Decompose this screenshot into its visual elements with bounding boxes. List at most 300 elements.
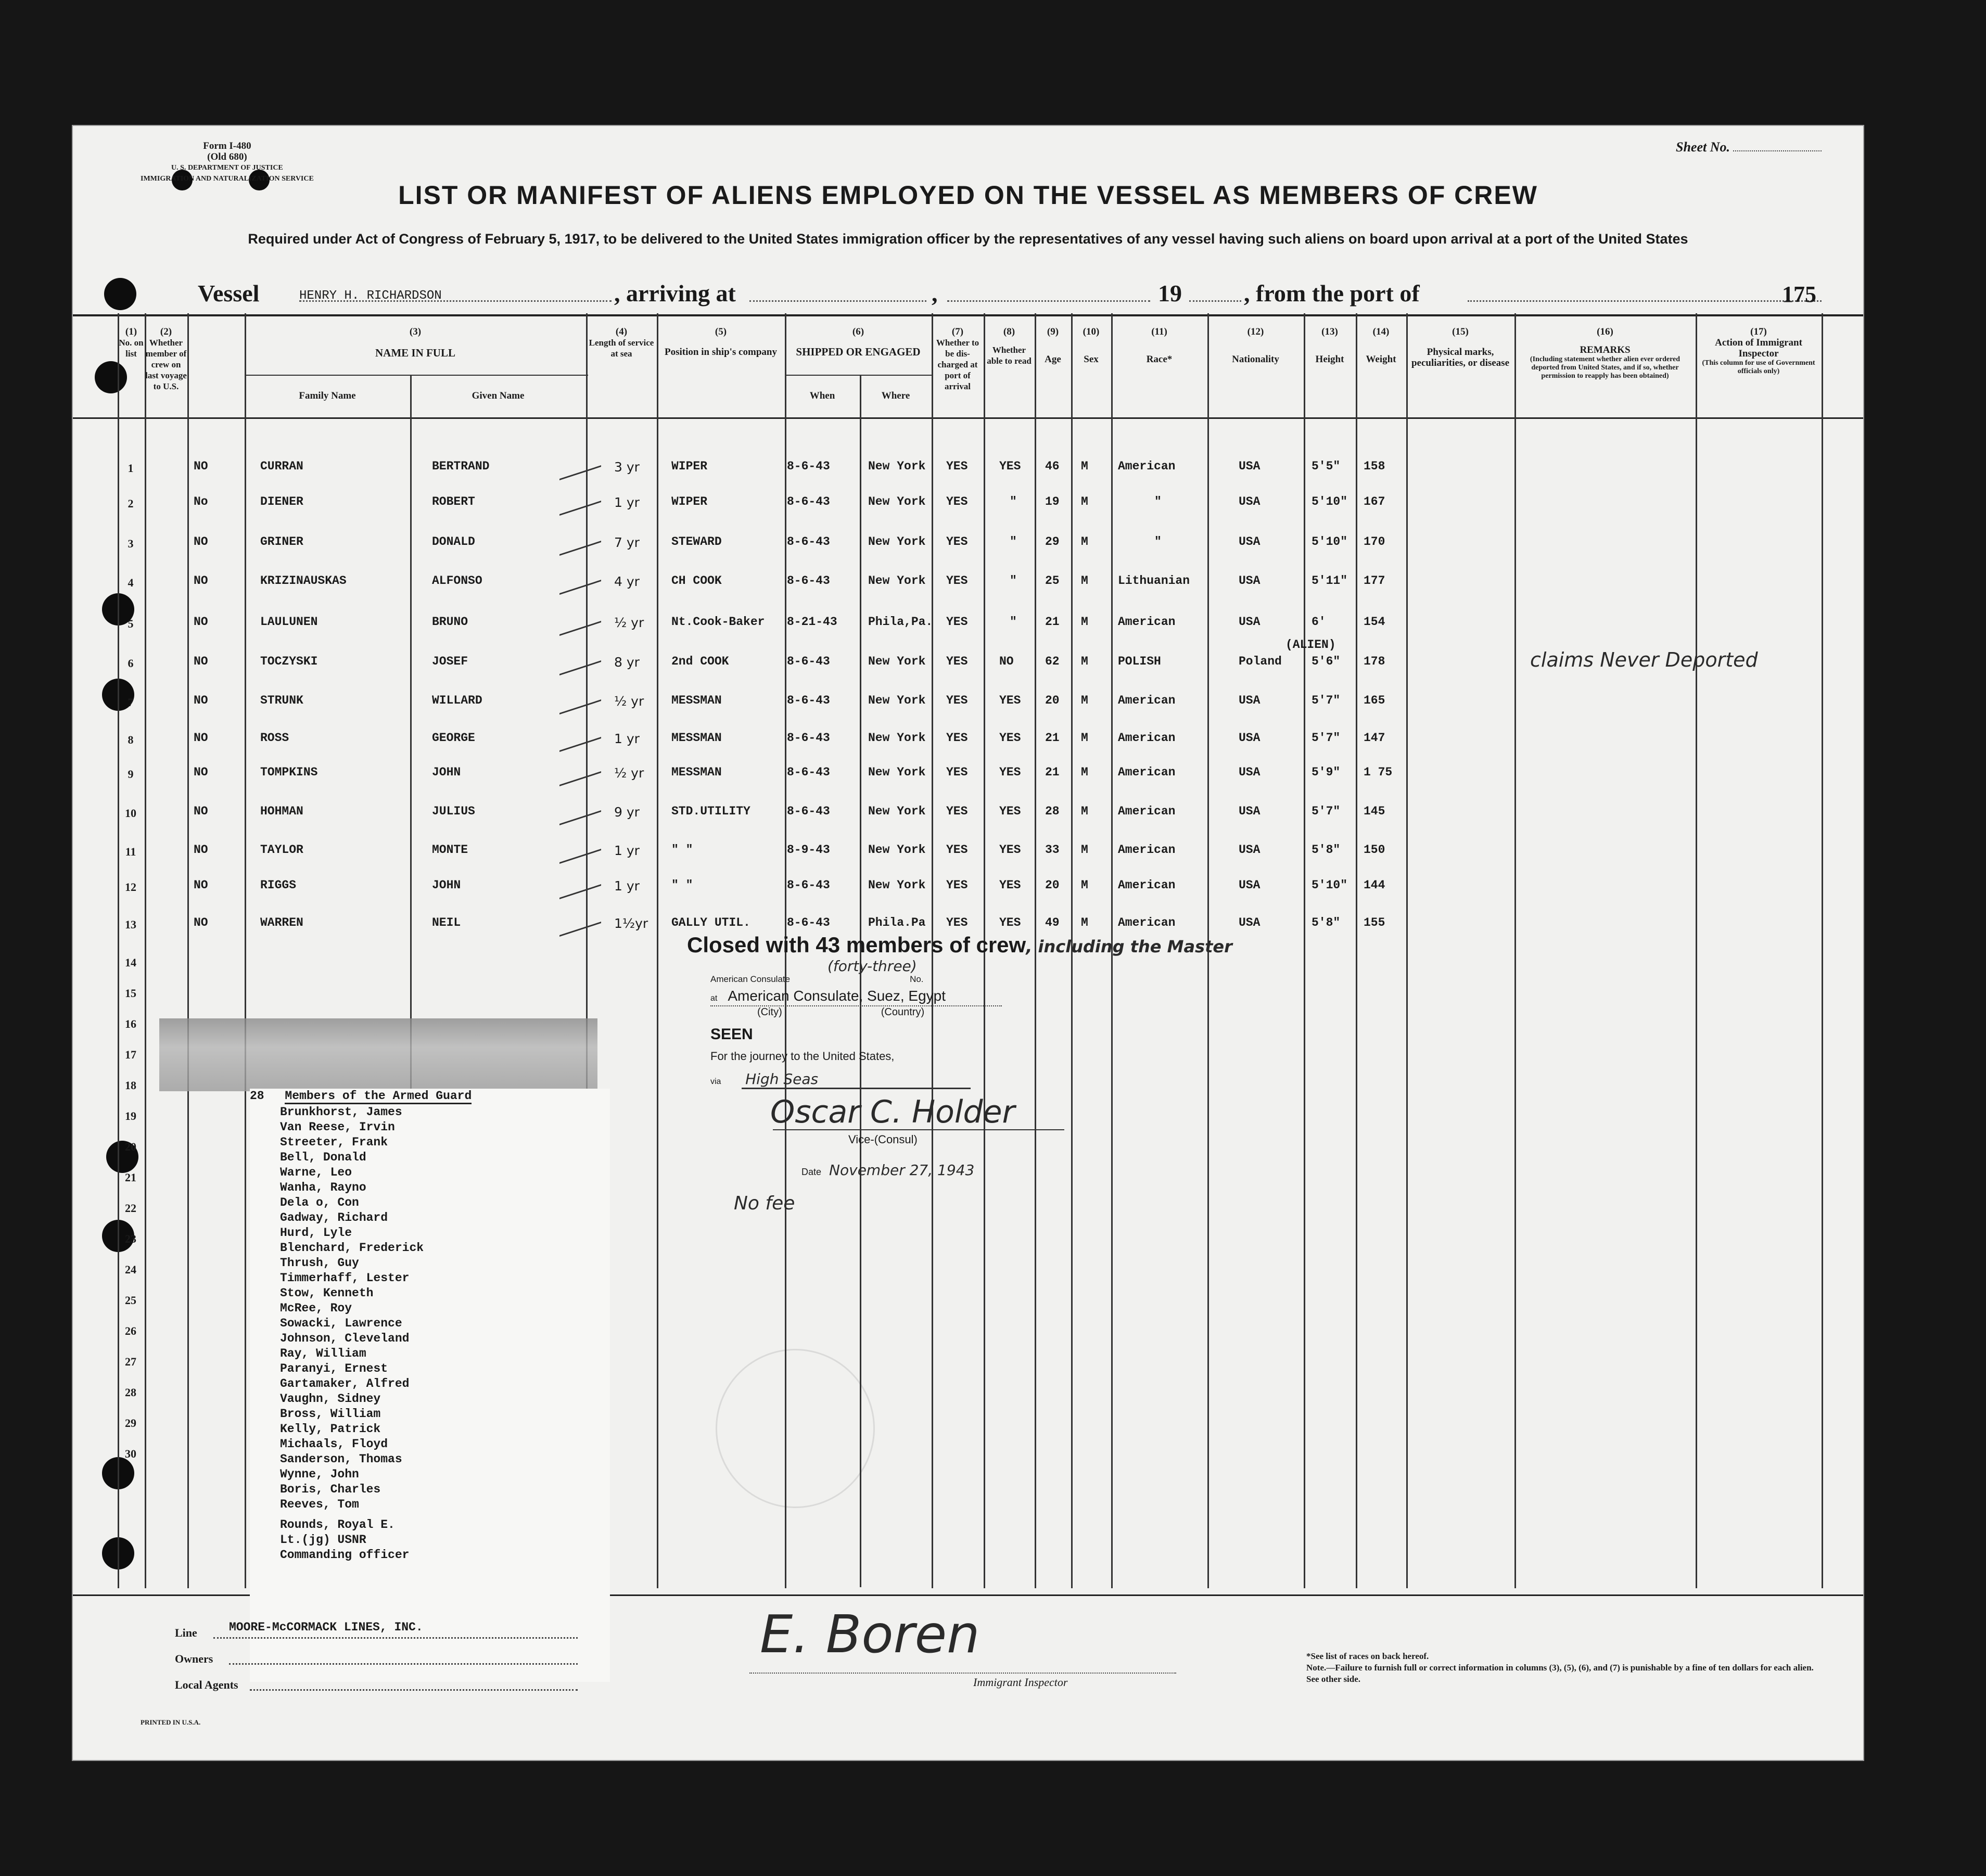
check-mark-icon [559, 795, 601, 825]
height-cell: 5'8" [1312, 843, 1341, 857]
row-number: 17 [125, 1048, 136, 1061]
race-cell: American [1118, 615, 1176, 629]
position-cell: " " [671, 878, 693, 892]
row-number: 2 [128, 497, 134, 510]
manifest-sheet [72, 125, 1864, 1761]
race-cell: American [1118, 916, 1176, 929]
owners-label: Owners [175, 1652, 213, 1665]
service-length-cell: ½ yr [614, 765, 644, 781]
position-cell: STD.UTILITY [671, 805, 750, 818]
shipped-date-cell: 8-6-43 [787, 916, 830, 929]
able-to-read-cell: YES [999, 878, 1021, 892]
row-number: 7 [128, 696, 134, 709]
no-fee-note: No fee [734, 1193, 795, 1214]
given-name-cell: JOHN [432, 765, 461, 779]
sex-cell: M [1081, 535, 1088, 548]
armed-guard-member: Hurd, Lyle [280, 1226, 352, 1240]
able-to-read-cell: " [1010, 615, 1017, 629]
printed-in-usa: PRINTED IN U.S.A. [141, 1718, 201, 1726]
header-col-2: (2) Whether member of crew on last voyage to U.S. [145, 326, 187, 391]
row-number: 22 [125, 1202, 136, 1215]
header-col-1: (1) No. on list [119, 326, 144, 359]
sex-cell: M [1081, 916, 1088, 929]
given-name-cell: DONALD [432, 535, 475, 548]
shipped-place-cell: New York [868, 878, 926, 892]
service-length-cell: 1 yr [614, 843, 640, 858]
discharged-cell: YES [946, 615, 968, 629]
given-name-cell: BERTRAND [432, 460, 490, 473]
discharged-cell: YES [946, 765, 968, 779]
weight-cell: 147 [1364, 731, 1385, 745]
family-name-cell: HOHMAN [260, 805, 303, 818]
discharged-cell: YES [946, 843, 968, 857]
vessel-name: HENRY H. RICHARDSON [299, 289, 442, 303]
position-cell: Nt.Cook-Baker [671, 615, 765, 629]
sex-cell: M [1081, 765, 1088, 779]
age-cell: 21 [1045, 731, 1060, 745]
row-number: 1 [128, 462, 134, 475]
row-number: 5 [128, 617, 134, 630]
check-mark-icon [559, 605, 601, 636]
height-cell: 6' [1312, 615, 1326, 629]
armed-guard-member: Johnson, Cleveland [280, 1332, 410, 1345]
consul-date: Date November 27, 1943 [801, 1162, 975, 1179]
sex-cell: M [1081, 878, 1088, 892]
weight-cell: 158 [1364, 460, 1385, 473]
seen-label: SEEN [710, 1026, 753, 1043]
sheet-number-label: Sheet No. [1676, 139, 1730, 155]
row-number: 11 [125, 845, 136, 858]
nationality-cell: USA [1239, 805, 1261, 818]
given-name-cell: ALFONSO [432, 574, 482, 588]
race-cell: " [1154, 495, 1162, 508]
armed-guard-member: Timmerhaff, Lester [280, 1271, 410, 1285]
shipped-place-cell: New York [868, 495, 926, 508]
punch-hole [104, 278, 136, 310]
service-length-cell: 8 yr [614, 655, 640, 670]
height-cell: 5'10" [1312, 878, 1348, 892]
height-cell: 5'10" [1312, 495, 1348, 508]
last-voyage-cell: NO [194, 655, 208, 668]
armed-guard-member: Blenchard, Frederick [280, 1241, 424, 1255]
page-number: 175 [1782, 282, 1816, 307]
row-number: 21 [125, 1171, 136, 1184]
age-cell: 20 [1045, 878, 1060, 892]
family-name-cell: TOCZYSKI [260, 655, 318, 668]
header-col-12: (12) Nationality [1232, 326, 1279, 365]
armed-guard-member: Bell, Donald [280, 1151, 366, 1164]
shipped-date-cell: 8-9-43 [787, 843, 830, 857]
age-cell: 20 [1045, 694, 1060, 707]
shipped-date-cell: 8-6-43 [787, 805, 830, 818]
shipped-place-cell: Phila.Pa [868, 916, 926, 929]
height-cell: 5'6" [1312, 655, 1341, 668]
nationality-cell: Poland [1239, 655, 1282, 668]
family-name-cell: CURRAN [260, 460, 303, 473]
race-cell: American [1118, 878, 1176, 892]
discharged-cell: YES [946, 805, 968, 818]
able-to-read-cell: YES [999, 916, 1021, 929]
check-mark-icon [559, 721, 601, 752]
able-to-read-cell: YES [999, 694, 1021, 707]
sex-cell: M [1081, 731, 1088, 745]
commanding-officer-line: Rounds, Royal E. [280, 1518, 395, 1532]
last-voyage-cell: NO [194, 535, 208, 548]
armed-guard-member: Gartamaker, Alfred [280, 1377, 410, 1390]
last-voyage-cell: NO [194, 694, 208, 707]
discharged-cell: YES [946, 878, 968, 892]
service-length-cell: 4 yr [614, 574, 640, 589]
given-name-cell: JOSEF [432, 655, 468, 668]
shipped-date-cell: 8-6-43 [787, 765, 830, 779]
weight-cell: 150 [1364, 843, 1385, 857]
armed-guard-member: Gadway, Richard [280, 1211, 388, 1224]
last-voyage-cell: NO [194, 878, 208, 892]
given-name-cell: BRUNO [432, 615, 468, 629]
age-cell: 29 [1045, 535, 1060, 548]
header-family-name: Family Name [299, 390, 356, 401]
height-cell: 5'8" [1312, 916, 1341, 929]
commanding-officer-line: Lt.(jg) USNR [280, 1533, 366, 1547]
row-number: 15 [125, 987, 136, 1000]
height-cell: 5'7" [1312, 731, 1341, 745]
nationality-cell: USA [1239, 535, 1261, 548]
discharged-cell: YES [946, 535, 968, 548]
shipped-place-cell: New York [868, 765, 926, 779]
weight-cell: 144 [1364, 878, 1385, 892]
shipped-place-cell: New York [868, 843, 926, 857]
age-cell: 21 [1045, 615, 1060, 629]
row-number: 30 [125, 1447, 136, 1460]
local-agents-label: Local Agents [175, 1678, 238, 1691]
armed-guard-member: Ray, William [280, 1347, 366, 1360]
armed-guard-member: Brunkhorst, James [280, 1105, 402, 1119]
row-number: 13 [125, 918, 136, 931]
last-voyage-cell: NO [194, 460, 208, 473]
family-name-cell: TAYLOR [260, 843, 303, 857]
service-length-cell: 3 yr [614, 460, 640, 475]
closing-statement: Closed with 43 members of crew, including the Master [687, 933, 1232, 957]
age-cell: 62 [1045, 655, 1060, 668]
header-col-17: (17) Action of Immigrant Inspector (This column for use of Government officials only) [1702, 326, 1815, 375]
weight-cell: 155 [1364, 916, 1385, 929]
document-title: LIST OR MANIFEST OF ALIENS EMPLOYED ON THE VESSEL AS MEMBERS OF CREW [398, 181, 1538, 210]
weight-cell: 145 [1364, 805, 1385, 818]
vessel-line: Vessel HENRY H. RICHARDSON , arriving at , 19 , from the port of [198, 279, 1822, 311]
weight-cell: 1 75 [1364, 765, 1393, 779]
position-cell: 2nd COOK [671, 655, 729, 668]
check-mark-icon [559, 833, 601, 864]
armed-guard-member: Van Reese, Irvin [280, 1120, 395, 1134]
inspector-signature: E. Boren [760, 1604, 980, 1665]
vice-consul-title: Vice-(Consul) [848, 1133, 918, 1146]
shipped-date-cell: 8-6-43 [787, 731, 830, 745]
able-to-read-cell: YES [999, 460, 1021, 473]
nationality-cell: USA [1239, 495, 1261, 508]
check-mark-icon [559, 684, 601, 714]
race-cell: Lithuanian [1118, 574, 1190, 588]
port-label: , from the port of [1244, 280, 1420, 307]
race-cell: American [1118, 694, 1176, 707]
check-mark-icon [559, 450, 601, 480]
nationality-cell: USA [1239, 694, 1261, 707]
discharged-cell: YES [946, 655, 968, 668]
discharged-cell: YES [946, 460, 968, 473]
obscured-stamp [159, 1018, 597, 1091]
able-to-read-cell: NO [999, 655, 1014, 668]
sex-cell: M [1081, 495, 1088, 508]
sex-cell: M [1081, 460, 1088, 473]
position-cell: STEWARD [671, 535, 722, 548]
able-to-read-cell: YES [999, 765, 1021, 779]
given-name-cell: NEIL [432, 916, 461, 929]
row-number: 18 [125, 1079, 136, 1092]
family-name-cell: KRIZINAUSKAS [260, 574, 347, 588]
family-name-cell: TOMPKINS [260, 765, 318, 779]
armed-guard-member: Warne, Leo [280, 1166, 352, 1179]
row-number: 28 [125, 1386, 136, 1399]
row-number: 6 [128, 657, 134, 670]
family-name-cell: ROSS [260, 731, 289, 745]
last-voyage-cell: NO [194, 843, 208, 857]
able-to-read-cell: " [1010, 535, 1017, 548]
race-cell: American [1118, 843, 1176, 857]
check-mark-icon [559, 525, 601, 556]
row-number: 20 [125, 1140, 136, 1153]
nationality-cell: USA [1239, 615, 1261, 629]
consulate-seal [716, 1349, 875, 1508]
family-name-cell: STRUNK [260, 694, 303, 707]
row-number: 4 [128, 576, 134, 589]
shipped-date-cell: 8-6-43 [787, 655, 830, 668]
last-voyage-cell: NO [194, 731, 208, 745]
form-old-number: (Old 680) [207, 151, 247, 162]
discharged-cell: YES [946, 495, 968, 508]
service-length-cell: 1 yr [614, 495, 640, 510]
row-number: 3 [128, 537, 134, 550]
family-name-cell: DIENER [260, 495, 303, 508]
nationality-cell: USA [1239, 574, 1261, 588]
shipped-date-cell: 8-6-43 [787, 574, 830, 588]
header-col-9: (9) Age [1045, 326, 1061, 365]
remarks-cell: claims Never Deported [1530, 648, 1758, 671]
row-number: 8 [128, 733, 134, 746]
position-cell: WIPER [671, 495, 708, 508]
immigrant-inspector-label: Immigrant Inspector [973, 1676, 1068, 1689]
row-number: 26 [125, 1324, 136, 1337]
last-voyage-cell: NO [194, 805, 208, 818]
weight-cell: 178 [1364, 655, 1385, 668]
armed-guard-member: Sanderson, Thomas [280, 1452, 402, 1466]
discharged-cell: YES [946, 916, 968, 929]
nationality-cell: USA [1239, 765, 1261, 779]
row-number: 25 [125, 1294, 136, 1307]
header-col-3: (3) NAME IN FULL [375, 326, 455, 359]
shipped-date-cell: 8-6-43 [787, 878, 830, 892]
check-mark-icon [559, 564, 601, 595]
service-length-cell: 7 yr [614, 535, 640, 550]
shipped-date-cell: 8-6-43 [787, 495, 830, 508]
service-length-cell: 1 yr [614, 731, 640, 746]
service-length-cell: 1 yr [614, 878, 640, 894]
armed-guard-member: Streeter, Frank [280, 1135, 388, 1149]
age-cell: 49 [1045, 916, 1060, 929]
nationality-cell: USA [1239, 843, 1261, 857]
given-name-cell: ROBERT [432, 495, 475, 508]
row-number: 29 [125, 1416, 136, 1430]
height-cell: 5'7" [1312, 694, 1341, 707]
armed-guard-member: Reeves, Tom [280, 1498, 359, 1511]
given-name-cell: GEORGE [432, 731, 475, 745]
shipped-place-cell: New York [868, 694, 926, 707]
row-number: 10 [125, 807, 136, 820]
sex-cell: M [1081, 574, 1088, 588]
weight-cell: 170 [1364, 535, 1385, 548]
discharged-cell: YES [946, 731, 968, 745]
vice-consul-signature: Oscar C. Holder [770, 1094, 1015, 1130]
race-cell: American [1118, 460, 1176, 473]
nationality-cell: USA [1239, 878, 1261, 892]
race-cell: American [1118, 731, 1176, 745]
header-col-4: (4) Length of service at sea [589, 326, 654, 359]
nationality-cell: USA [1239, 916, 1261, 929]
last-voyage-cell: No [194, 495, 208, 508]
shipped-date-cell: 8-6-43 [787, 460, 830, 473]
race-cell: " [1154, 535, 1162, 548]
row-number: 12 [125, 880, 136, 894]
row-number: 19 [125, 1109, 136, 1122]
last-voyage-cell: NO [194, 574, 208, 588]
able-to-read-cell: YES [999, 731, 1021, 745]
given-name-cell: JULIUS [432, 805, 475, 818]
shipped-place-cell: New York [868, 655, 926, 668]
last-voyage-cell: NO [194, 765, 208, 779]
sex-cell: M [1081, 805, 1088, 818]
nationality-cell: USA [1239, 731, 1261, 745]
shipped-date-cell: 8-6-43 [787, 694, 830, 707]
via-route: High Seas [745, 1070, 819, 1088]
row-number: 9 [128, 768, 134, 781]
able-to-read-cell: YES [999, 805, 1021, 818]
service-length-cell: 1½yr [614, 916, 648, 931]
service-length-cell: ½ yr [614, 694, 644, 709]
header-where: Where [881, 390, 910, 401]
position-cell: WIPER [671, 460, 708, 473]
armed-guard-member: Vaughn, Sidney [280, 1392, 381, 1406]
armed-guard-member: Stow, Kenneth [280, 1286, 374, 1300]
header-col-16: (16) REMARKS (Including statement whether alien ever ordered deported from United States, and if so, whether permission to reapply has been obtained) [1530, 326, 1681, 380]
age-cell: 46 [1045, 460, 1060, 473]
check-mark-icon [559, 869, 601, 899]
row-number: 16 [125, 1017, 136, 1030]
header-col-14: (14) Weight [1366, 326, 1396, 365]
consular-stamp: American Consulate No. at American Consulate, Suez, Egypt (City) (Country) SEEN For the journey to the United States, via High Seas [710, 974, 1002, 1089]
handwritten-crew-count: (forty-three) [828, 958, 917, 975]
position-cell: GALLY UTIL. [671, 916, 750, 929]
row-number: 14 [125, 956, 136, 969]
armed-guard-member: McRee, Roy [280, 1301, 352, 1315]
sex-cell: M [1081, 843, 1088, 857]
armed-guard-member: Boris, Charles [280, 1483, 381, 1496]
header-given-name: Given Name [472, 390, 525, 401]
check-mark-icon [559, 485, 601, 516]
last-voyage-cell: NO [194, 916, 208, 929]
header-col-6: (6) SHIPPED OR ENGAGED [796, 326, 921, 358]
shipped-place-cell: New York [868, 805, 926, 818]
armed-guard-member: Wanha, Rayno [280, 1181, 366, 1194]
last-voyage-cell: NO [194, 615, 208, 629]
race-cell: American [1118, 765, 1176, 779]
age-cell: 25 [1045, 574, 1060, 588]
family-name-cell: RIGGS [260, 878, 297, 892]
shipped-place-cell: New York [868, 574, 926, 588]
armed-guard-member: Dela o, Con [280, 1196, 359, 1209]
check-mark-icon [559, 906, 601, 937]
height-cell: 5'5" [1312, 460, 1341, 473]
armed-guard-member: Thrush, Guy [280, 1256, 359, 1270]
shipped-place-cell: New York [868, 460, 926, 473]
family-name-cell: WARREN [260, 916, 303, 929]
armed-guard-member: Bross, William [280, 1407, 381, 1421]
race-cell: POLISH [1118, 655, 1161, 668]
armed-guard-heading: Members of the Armed Guard [285, 1089, 472, 1104]
age-cell: 21 [1045, 765, 1060, 779]
line-label: Line [175, 1626, 197, 1639]
arriving-label: , arriving at [614, 280, 736, 307]
height-cell: 5'11" [1312, 574, 1348, 588]
form-identity [141, 141, 314, 184]
shipped-date-cell: 8-21-43 [787, 615, 837, 629]
age-cell: 33 [1045, 843, 1060, 857]
header-col-15: (15) Physical marks, peculiarities, or disease [1411, 326, 1510, 368]
row-number: 24 [125, 1263, 136, 1276]
check-mark-icon [559, 645, 601, 675]
position-cell: " " [671, 843, 693, 857]
service-length-cell: ½ yr [614, 615, 644, 630]
armed-guard-panel [250, 1089, 610, 1682]
header-col-5: (5) Position in ship's company [665, 326, 777, 358]
commanding-officer-line: Commanding officer [280, 1548, 410, 1562]
position-cell: CH COOK [671, 574, 722, 588]
armed-guard-list: 28 Members of the Armed Guard Brunkhorst, James Van Reese, Irvin Streeter, Frank Bell, Donald Warne, Leo Wanha, Rayno Dela o, Con Gadway, Richard Hurd, Lyle Blenchard, Frederick Thrush, Guy Timmerhaff, Lester Stow, Kenneth McRee, Roy Sowacki, Lawrence Johnson, Cleveland Ray, William Paranyi, Ernest Gartamaker, Alfred Vaughn, Sidney Bross, William Kelly, Patrick Michaals, Floyd Sanderson, Thomas Wynne, John Boris, Charles Reeves, Tom Rounds, Royal E. Lt.(jg) USNR Commanding officer [250, 1089, 472, 1562]
discharged-cell: YES [946, 694, 968, 707]
race-cell: American [1118, 805, 1176, 818]
header-col-13: (13) Height [1315, 326, 1344, 365]
vessel-label: Vessel [198, 280, 260, 307]
document-subtitle: Required under Act of Congress of February 5, 1917, to be delivered to the United States immigration officer by the representatives of any vessel having such aliens on board upon arrival at a port of the United States [248, 231, 1688, 247]
form-number: Form I-480 [203, 141, 251, 151]
sex-cell: M [1081, 615, 1088, 629]
nationality-cell: USA [1239, 460, 1261, 473]
armed-guard-member: Wynne, John [280, 1467, 359, 1481]
able-to-read-cell: YES [999, 843, 1021, 857]
able-to-read-cell: " [1010, 574, 1017, 588]
header-col-10: (10) Sex [1083, 326, 1100, 365]
given-name-cell: JOHN [432, 878, 461, 892]
header-col-7: (7) Whether to be dis-charged at port of arrival [936, 326, 979, 391]
given-name-cell: WILLARD [432, 694, 482, 707]
sex-cell: M [1081, 655, 1088, 668]
service-length-cell: 9 yr [614, 805, 640, 820]
height-cell: 5'10" [1312, 535, 1348, 548]
service-name: IMMIGRATION AND NATURALIZATION SERVICE [141, 175, 314, 183]
height-cell: 5'7" [1312, 805, 1341, 818]
header-when: When [809, 390, 835, 401]
department-name: U. S. DEPARTMENT OF JUSTICE [171, 164, 283, 172]
armed-guard-member: Michaals, Floyd [280, 1437, 388, 1451]
position-cell: MESSMAN [671, 765, 722, 779]
shipping-line: MOORE-McCORMACK LINES, INC. [229, 1620, 423, 1634]
